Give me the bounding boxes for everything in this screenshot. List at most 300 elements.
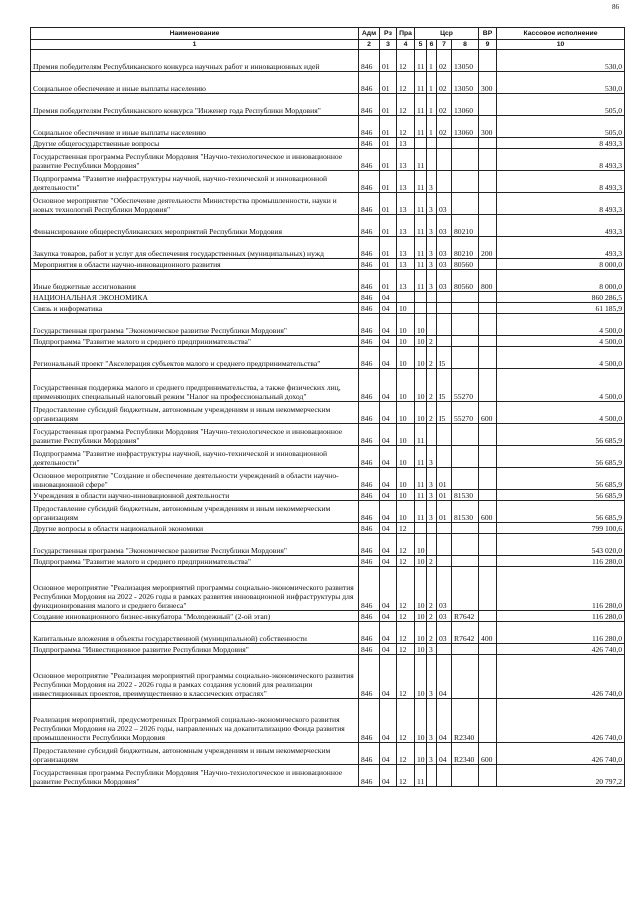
row-pr: 12 [397,743,415,765]
row-csr-direction: 13060 [452,94,479,116]
row-rz: 04 [380,347,397,369]
row-csr-program: 10 [415,402,427,424]
row-csr-subprogram [427,523,437,534]
row-csr-direction: 80210 [452,237,479,259]
row-name: Предоставление субсидий бюджетным, автономным учреждениям и иным некоммерческим организациям [31,743,359,765]
row-csr-event [437,644,452,655]
row-name: Другие общегосударственные вопросы [31,138,359,149]
row-pr: 12 [397,765,415,787]
row-csr-event [437,523,452,534]
row-csr-event: 03 [437,193,452,215]
row-vr [479,611,497,622]
row-csr-event: 01 [437,501,452,523]
row-csr-program: 11 [415,446,427,468]
row-csr-subprogram [427,765,437,787]
row-amount: 8 000,0 [497,270,625,292]
budget-table [30,27,625,787]
row-amount: 493,3 [497,215,625,237]
row-vr [479,567,497,611]
row-adm: 846 [359,424,380,446]
row-vr [479,446,497,468]
row-csr-program: 10 [415,644,427,655]
row-adm: 846 [359,193,380,215]
row-pr: 13 [397,171,415,193]
table-row [31,699,625,743]
table-row [31,501,625,523]
row-rz: 04 [380,699,397,743]
table-row [31,369,625,402]
row-csr-event [437,138,452,149]
row-csr-direction [452,314,479,336]
row-adm: 846 [359,303,380,314]
row-csr-event: 04 [437,655,452,699]
row-csr-subprogram: 3 [427,171,437,193]
row-adm: 846 [359,171,380,193]
header-csr: Цср [415,28,479,40]
row-csr-program: 11 [415,215,427,237]
row-csr-event [437,336,452,347]
row-csr-direction: R7642 [452,622,479,644]
row-csr-subprogram [427,149,437,171]
row-rz: 01 [380,171,397,193]
row-amount: 116 280,0 [497,556,625,567]
row-pr: 12 [397,50,415,72]
row-csr-subprogram [427,292,437,303]
row-adm: 846 [359,765,380,787]
row-csr-event: 03 [437,259,452,270]
row-csr-program: 11 [415,237,427,259]
row-csr-subprogram: 1 [427,94,437,116]
row-csr-program: 10 [415,567,427,611]
row-pr: 12 [397,556,415,567]
row-csr-event: 03 [437,215,452,237]
row-csr-direction [452,468,479,490]
row-amount: 56 685,9 [497,490,625,501]
row-name: Государственная программа Республики Мордовия "Научно-технологическое и инновационное развитие Республики Мордовия" [31,424,359,446]
row-name: Государственная программа "Экономическое развитие Республики Мордовия" [31,534,359,556]
row-csr-event: 02 [437,50,452,72]
row-pr: 12 [397,116,415,138]
col-num: 7 [437,40,452,50]
row-name: Капитальные вложения в объекты государственной (муниципальной) собственности [31,622,359,644]
row-name: Предоставление субсидий бюджетным, автономным учреждениям и иным некоммерческим организациям [31,501,359,523]
table-row [31,622,625,644]
row-pr: 12 [397,72,415,94]
row-csr-program: 10 [415,622,427,644]
row-amount: 4 500,0 [497,347,625,369]
row-csr-subprogram: 3 [427,468,437,490]
row-csr-program [415,523,427,534]
row-name: Закупка товаров, работ и услуг для обеспечения государственных (муниципальных) нужд [31,237,359,259]
row-csr-program: 11 [415,149,427,171]
row-vr: 200 [479,237,497,259]
row-vr [479,369,497,402]
row-csr-direction [452,149,479,171]
row-csr-program: 10 [415,534,427,556]
row-csr-direction: 13050 [452,50,479,72]
row-vr [479,50,497,72]
header-rz: Рз [380,28,397,40]
table-row [31,743,625,765]
row-rz: 01 [380,193,397,215]
row-adm: 846 [359,50,380,72]
row-rz: 01 [380,215,397,237]
row-vr [479,655,497,699]
row-name: Государственная программа "Экономическое развитие Республики Мордовия" [31,314,359,336]
row-amount: 505,0 [497,94,625,116]
row-csr-event [437,424,452,446]
row-csr-event [437,314,452,336]
row-rz: 04 [380,424,397,446]
row-name: Государственная программа Республики Мордовия "Научно-технологическое и инновационное развитие Республики Мордовия" [31,149,359,171]
col-num: 9 [479,40,497,50]
row-pr: 12 [397,644,415,655]
row-csr-direction [452,655,479,699]
row-pr: 13 [397,138,415,149]
row-vr [479,424,497,446]
row-csr-event [437,149,452,171]
row-csr-subprogram: 3 [427,237,437,259]
row-vr [479,765,497,787]
row-csr-event: 03 [437,567,452,611]
row-rz: 04 [380,336,397,347]
row-vr [479,94,497,116]
row-vr [479,534,497,556]
row-amount: 426 740,0 [497,743,625,765]
row-rz: 04 [380,402,397,424]
col-num: 1 [31,40,359,50]
row-adm: 846 [359,237,380,259]
row-csr-event: I5 [437,402,452,424]
col-num: 10 [497,40,625,50]
row-pr: 12 [397,611,415,622]
row-amount: 426 740,0 [497,699,625,743]
row-csr-event: 01 [437,490,452,501]
row-vr: 800 [479,270,497,292]
col-num: 4 [397,40,415,50]
row-amount: 56 685,9 [497,424,625,446]
row-adm: 846 [359,94,380,116]
row-csr-direction: 13060 [452,116,479,138]
row-vr: 300 [479,116,497,138]
row-csr-program: 10 [415,743,427,765]
row-name: Финансирование общереспубликанских мероприятий Республики Мордовия [31,215,359,237]
row-name: Реализация мероприятий, предусмотренных Программой социально-экономического развития Республики Мордовия на 2022 – 2026 годы, направленных на докапитализацию Фонда развития промышленности Республики Мордовия [31,699,359,743]
table-row [31,534,625,556]
row-csr-event: 04 [437,743,452,765]
table-row [31,765,625,787]
row-amount: 426 740,0 [497,655,625,699]
row-csr-direction [452,347,479,369]
row-csr-subprogram [427,534,437,556]
row-adm: 846 [359,644,380,655]
row-pr: 12 [397,523,415,534]
row-csr-event: 03 [437,237,452,259]
row-pr: 12 [397,567,415,611]
row-vr [479,347,497,369]
row-csr-subprogram: 3 [427,446,437,468]
row-adm: 846 [359,523,380,534]
row-rz: 01 [380,237,397,259]
row-rz: 04 [380,523,397,534]
row-name: Подпрограмма "Развитие малого и среднего предпринимательства" [31,556,359,567]
table-row [31,446,625,468]
row-pr: 13 [397,215,415,237]
row-csr-subprogram: 3 [427,699,437,743]
row-csr-program: 10 [415,369,427,402]
header-name: Наименование [31,28,359,40]
row-name: Предоставление субсидий бюджетным, автономным учреждениям и иным некоммерческим организациям [31,402,359,424]
row-csr-event: 01 [437,468,452,490]
row-adm: 846 [359,369,380,402]
table-body [31,50,625,787]
row-amount: 8 493,3 [497,138,625,149]
row-csr-event: I5 [437,369,452,402]
row-csr-event [437,534,452,556]
row-csr-program: 11 [415,171,427,193]
row-rz: 04 [380,314,397,336]
row-adm: 846 [359,149,380,171]
row-amount: 4 500,0 [497,369,625,402]
row-name: Иные бюджетные ассигнования [31,270,359,292]
row-vr [479,292,497,303]
header-pr: Пра [397,28,415,40]
row-csr-program: 11 [415,424,427,446]
row-pr: 10 [397,336,415,347]
row-adm: 846 [359,655,380,699]
row-vr [479,556,497,567]
row-csr-program: 11 [415,501,427,523]
row-csr-program: 11 [415,116,427,138]
row-csr-subprogram: 2 [427,567,437,611]
row-rz: 04 [380,446,397,468]
row-csr-direction [452,765,479,787]
row-adm: 846 [359,292,380,303]
row-adm: 846 [359,336,380,347]
row-vr [479,644,497,655]
col-num: 8 [452,40,479,50]
row-vr: 600 [479,501,497,523]
row-rz: 01 [380,116,397,138]
column-number-row [31,40,625,50]
row-csr-direction [452,556,479,567]
row-csr-event: 03 [437,270,452,292]
table-row [31,50,625,72]
row-adm: 846 [359,215,380,237]
row-csr-subprogram: 3 [427,501,437,523]
row-csr-event: 03 [437,611,452,622]
row-vr [479,259,497,270]
table-row [31,215,625,237]
row-vr: 400 [479,622,497,644]
table-row [31,171,625,193]
row-amount: 505,0 [497,116,625,138]
row-csr-subprogram: 2 [427,402,437,424]
row-csr-program: 10 [415,655,427,699]
table-row [31,347,625,369]
row-pr: 10 [397,468,415,490]
row-adm: 846 [359,556,380,567]
row-adm: 846 [359,743,380,765]
header-vr: ВР [479,28,497,40]
table-row [31,138,625,149]
row-amount: 8 493,3 [497,171,625,193]
row-rz: 04 [380,468,397,490]
row-pr: 12 [397,622,415,644]
row-csr-subprogram [427,303,437,314]
table-row [31,644,625,655]
row-pr: 13 [397,193,415,215]
row-adm: 846 [359,699,380,743]
table-row [31,94,625,116]
table-row [31,292,625,303]
row-csr-direction [452,138,479,149]
row-rz: 04 [380,567,397,611]
table-row [31,468,625,490]
row-rz: 01 [380,72,397,94]
row-rz: 04 [380,765,397,787]
col-num: 6 [427,40,437,50]
row-adm: 846 [359,567,380,611]
row-csr-subprogram: 2 [427,556,437,567]
row-csr-subprogram [427,424,437,446]
row-csr-program: 10 [415,314,427,336]
row-csr-direction: 80560 [452,270,479,292]
row-csr-subprogram: 3 [427,644,437,655]
row-csr-direction [452,336,479,347]
row-csr-direction [452,644,479,655]
row-vr [479,490,497,501]
row-amount: 116 280,0 [497,611,625,622]
row-pr: 10 [397,490,415,501]
row-rz: 01 [380,138,397,149]
row-rz: 01 [380,270,397,292]
row-rz: 01 [380,149,397,171]
row-csr-subprogram: 2 [427,347,437,369]
row-vr [479,171,497,193]
col-num: 2 [359,40,380,50]
row-amount: 8 493,3 [497,149,625,171]
row-name: Мероприятия в области научно-инновационного развития [31,259,359,270]
row-pr: 13 [397,149,415,171]
row-amount: 543 020,0 [497,534,625,556]
row-csr-program: 11 [415,72,427,94]
row-vr [479,523,497,534]
row-csr-program: 11 [415,490,427,501]
row-name: Подпрограмма "Развитие малого и среднего предпринимательства" [31,336,359,347]
row-rz: 01 [380,50,397,72]
row-adm: 846 [359,468,380,490]
row-csr-subprogram: 1 [427,72,437,94]
table-row [31,523,625,534]
row-amount: 426 740,0 [497,644,625,655]
row-name: Основное мероприятие "Обеспечение деятельности Министерства промышленности, науки и новых технологий Республики Мордовия" [31,193,359,215]
table-row [31,611,625,622]
row-csr-subprogram: 3 [427,655,437,699]
row-csr-subprogram: 3 [427,193,437,215]
row-name: Подпрограмма "Развитие инфраструктуры научной, научно-технической и инновационной деятельности" [31,171,359,193]
row-amount: 530,0 [497,50,625,72]
row-name: Премия победителям Республиканского конкурса научных работ и инновационных идей [31,50,359,72]
row-csr-subprogram: 3 [427,743,437,765]
row-vr [479,215,497,237]
row-pr: 12 [397,699,415,743]
row-csr-direction: 81530 [452,490,479,501]
row-amount: 56 685,9 [497,501,625,523]
row-amount: 530,0 [497,72,625,94]
row-name: НАЦИОНАЛЬНАЯ ЭКОНОМИКА [31,292,359,303]
row-amount: 61 185,9 [497,303,625,314]
row-csr-program: 10 [415,556,427,567]
table-row [31,336,625,347]
row-name: Учреждения в области научно-инновационной деятельности [31,490,359,501]
table-row [31,237,625,259]
row-name: Основное мероприятие "Реализация мероприятий программы социально-экономического развития Республики Мордовия на 2022 - 2026 годы в рамках развития инновационной инфраструктуры для функционирования малого и среднего бизнеса" [31,567,359,611]
row-adm: 846 [359,270,380,292]
page-number: 86 [612,3,619,11]
row-csr-direction: 81530 [452,501,479,523]
row-name: Основное мероприятие "Создание и обеспечение деятельности учреждений в области научно-инновационной сфере" [31,468,359,490]
row-rz: 04 [380,490,397,501]
row-name: Региональный проект "Акселерация субъектов малого и среднего предпринимательства" [31,347,359,369]
table-row [31,259,625,270]
row-csr-event: 03 [437,622,452,644]
row-pr: 10 [397,402,415,424]
row-csr-direction: 55270 [452,369,479,402]
row-vr: 600 [479,402,497,424]
row-vr [479,336,497,347]
row-adm: 846 [359,259,380,270]
row-csr-event: I5 [437,347,452,369]
row-csr-subprogram: 3 [427,215,437,237]
row-amount: 4 500,0 [497,314,625,336]
row-pr [397,292,415,303]
row-vr [479,468,497,490]
row-rz: 01 [380,94,397,116]
header-adm: Адм [359,28,380,40]
row-name: Государственная программа Республики Мордовия "Научно-технологическое и инновационное развитие Республики Мордовия" [31,765,359,787]
row-csr-event [437,171,452,193]
row-csr-event [437,765,452,787]
table-row [31,490,625,501]
row-rz: 04 [380,292,397,303]
row-adm: 846 [359,490,380,501]
row-vr: 300 [479,72,497,94]
row-csr-event: 04 [437,699,452,743]
row-csr-program [415,303,427,314]
row-csr-direction [452,567,479,611]
row-csr-direction [452,292,479,303]
row-pr: 10 [397,314,415,336]
table-row [31,72,625,94]
row-csr-direction: 80210 [452,215,479,237]
row-amount: 860 286,5 [497,292,625,303]
table-row [31,116,625,138]
row-rz: 04 [380,369,397,402]
row-amount: 116 280,0 [497,622,625,644]
table-row [31,303,625,314]
row-csr-direction: R2340 [452,743,479,765]
row-name: Социальное обеспечение и иные выплаты населению [31,72,359,94]
row-pr: 10 [397,424,415,446]
row-csr-event: 02 [437,94,452,116]
row-name: Связь и информатика [31,303,359,314]
row-csr-direction: 80560 [452,259,479,270]
row-pr: 12 [397,94,415,116]
row-csr-direction: 13050 [452,72,479,94]
row-csr-program: 11 [415,193,427,215]
row-name: Подпрограмма "Развитие инфраструктуры научной, научно-технической и инновационной деятельности" [31,446,359,468]
